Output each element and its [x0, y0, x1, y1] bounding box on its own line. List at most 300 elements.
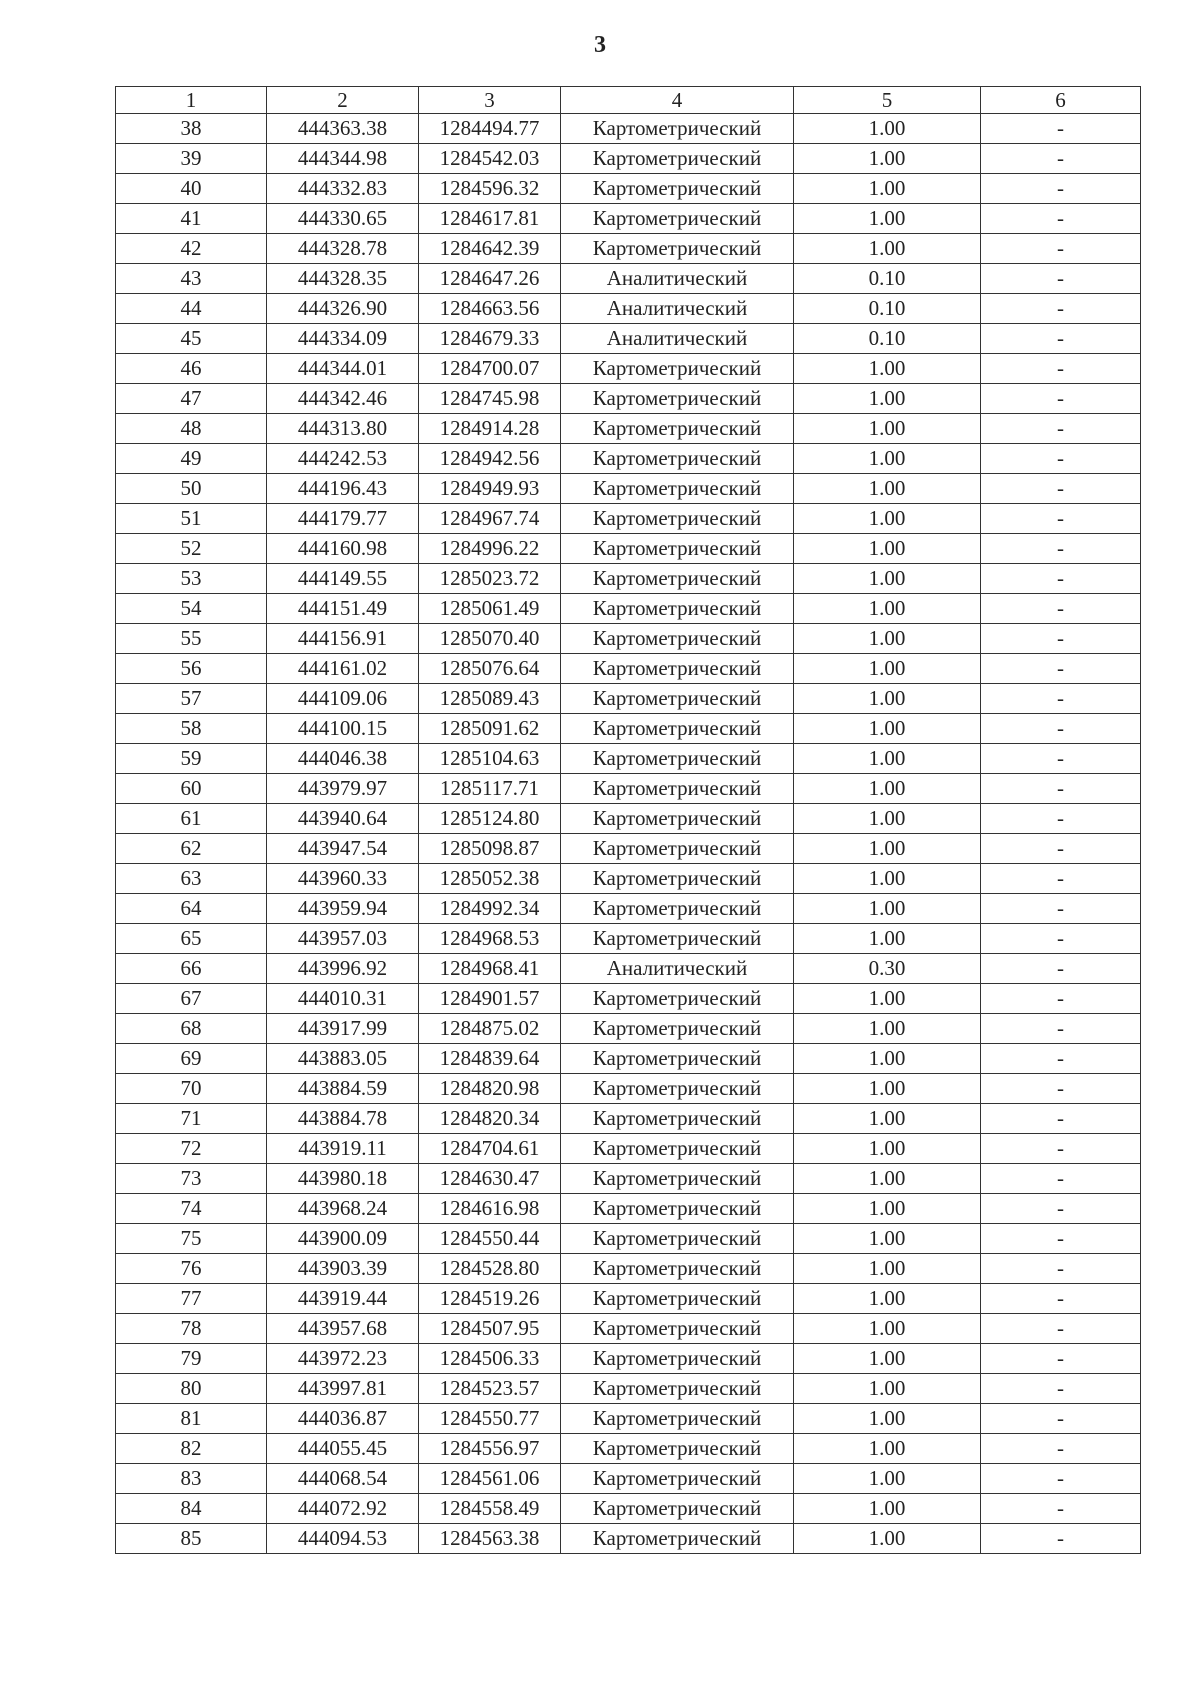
- note-cell: -: [981, 1524, 1141, 1554]
- accuracy-cell: 1.00: [794, 1404, 981, 1434]
- accuracy-cell: 1.00: [794, 444, 981, 474]
- x-coordinate-cell: 444196.43: [267, 474, 419, 504]
- note-cell: -: [981, 774, 1141, 804]
- table-row: [116, 954, 1141, 984]
- y-coordinate-cell: 1285070.40: [419, 624, 561, 654]
- point-number-cell: 40: [116, 174, 267, 204]
- y-coordinate-cell: 1285091.62: [419, 714, 561, 744]
- x-coordinate-cell: 443947.54: [267, 834, 419, 864]
- accuracy-cell: 1.00: [794, 1464, 981, 1494]
- method-cell: Картометрический: [561, 174, 794, 204]
- method-cell: Картометрический: [561, 624, 794, 654]
- point-number-cell: 39: [116, 144, 267, 174]
- method-cell: Картометрический: [561, 1014, 794, 1044]
- x-coordinate-cell: 444342.46: [267, 384, 419, 414]
- accuracy-cell: 1.00: [794, 1524, 981, 1554]
- note-cell: -: [981, 474, 1141, 504]
- y-coordinate-cell: 1284663.56: [419, 294, 561, 324]
- page-number: 3: [594, 32, 606, 58]
- method-cell: Картометрический: [561, 744, 794, 774]
- point-number-cell: 70: [116, 1074, 267, 1104]
- y-coordinate-cell: 1284523.57: [419, 1374, 561, 1404]
- y-coordinate-cell: 1284494.77: [419, 114, 561, 144]
- x-coordinate-cell: 443959.94: [267, 894, 419, 924]
- point-number-cell: 46: [116, 354, 267, 384]
- note-cell: -: [981, 744, 1141, 774]
- x-coordinate-cell: 443883.05: [267, 1044, 419, 1074]
- x-coordinate-cell: 443957.03: [267, 924, 419, 954]
- note-cell: -: [981, 654, 1141, 684]
- point-number-cell: 50: [116, 474, 267, 504]
- table-row: [116, 804, 1141, 834]
- method-cell: Картометрический: [561, 1434, 794, 1464]
- column-header-5: 5: [794, 87, 981, 114]
- note-cell: -: [981, 414, 1141, 444]
- y-coordinate-cell: 1284616.98: [419, 1194, 561, 1224]
- note-cell: -: [981, 954, 1141, 984]
- method-cell: Аналитический: [561, 264, 794, 294]
- column-header-1: 1: [116, 87, 267, 114]
- accuracy-cell: 1.00: [794, 534, 981, 564]
- note-cell: -: [981, 894, 1141, 924]
- point-number-cell: 57: [116, 684, 267, 714]
- method-cell: Картометрический: [561, 1374, 794, 1404]
- method-cell: Картометрический: [561, 684, 794, 714]
- point-number-cell: 48: [116, 414, 267, 444]
- point-number-cell: 54: [116, 594, 267, 624]
- point-number-cell: 51: [116, 504, 267, 534]
- accuracy-cell: 1.00: [794, 1224, 981, 1254]
- method-cell: Картометрический: [561, 834, 794, 864]
- point-number-cell: 52: [116, 534, 267, 564]
- x-coordinate-cell: 443997.81: [267, 1374, 419, 1404]
- table-row: [116, 1494, 1141, 1524]
- method-cell: Картометрический: [561, 1194, 794, 1224]
- point-number-cell: 63: [116, 864, 267, 894]
- x-coordinate-cell: 444242.53: [267, 444, 419, 474]
- accuracy-cell: 0.10: [794, 294, 981, 324]
- note-cell: -: [981, 264, 1141, 294]
- note-cell: -: [981, 384, 1141, 414]
- point-number-cell: 49: [116, 444, 267, 474]
- note-cell: -: [981, 144, 1141, 174]
- accuracy-cell: 1.00: [794, 114, 981, 144]
- table-row: [116, 1374, 1141, 1404]
- x-coordinate-cell: 444149.55: [267, 564, 419, 594]
- note-cell: -: [981, 1134, 1141, 1164]
- accuracy-cell: 1.00: [794, 414, 981, 444]
- point-number-cell: 69: [116, 1044, 267, 1074]
- column-header-6: 6: [981, 87, 1141, 114]
- table-row: [116, 1404, 1141, 1434]
- column-header-4: 4: [561, 87, 794, 114]
- x-coordinate-cell: 444179.77: [267, 504, 419, 534]
- y-coordinate-cell: 1284617.81: [419, 204, 561, 234]
- y-coordinate-cell: 1284820.34: [419, 1104, 561, 1134]
- note-cell: -: [981, 864, 1141, 894]
- table-header-row: [116, 87, 1141, 114]
- table-row: [116, 1314, 1141, 1344]
- accuracy-cell: 1.00: [794, 234, 981, 264]
- accuracy-cell: 1.00: [794, 1374, 981, 1404]
- note-cell: -: [981, 834, 1141, 864]
- accuracy-cell: 1.00: [794, 924, 981, 954]
- point-number-cell: 65: [116, 924, 267, 954]
- table-row: [116, 294, 1141, 324]
- y-coordinate-cell: 1284968.53: [419, 924, 561, 954]
- x-coordinate-cell: 443903.39: [267, 1254, 419, 1284]
- note-cell: -: [981, 1254, 1141, 1284]
- x-coordinate-cell: 444344.01: [267, 354, 419, 384]
- note-cell: -: [981, 1404, 1141, 1434]
- accuracy-cell: 1.00: [794, 1164, 981, 1194]
- method-cell: Аналитический: [561, 324, 794, 354]
- table-row: [116, 534, 1141, 564]
- y-coordinate-cell: 1285104.63: [419, 744, 561, 774]
- x-coordinate-cell: 444151.49: [267, 594, 419, 624]
- table-row: [116, 474, 1141, 504]
- accuracy-cell: 1.00: [794, 1194, 981, 1224]
- accuracy-cell: 1.00: [794, 1044, 981, 1074]
- y-coordinate-cell: 1284596.32: [419, 174, 561, 204]
- method-cell: Картометрический: [561, 1314, 794, 1344]
- y-coordinate-cell: 1284519.26: [419, 1284, 561, 1314]
- note-cell: -: [981, 1104, 1141, 1134]
- note-cell: -: [981, 624, 1141, 654]
- method-cell: Картометрический: [561, 1164, 794, 1194]
- accuracy-cell: 1.00: [794, 384, 981, 414]
- note-cell: -: [981, 1014, 1141, 1044]
- method-cell: Картометрический: [561, 1524, 794, 1554]
- x-coordinate-cell: 444334.09: [267, 324, 419, 354]
- y-coordinate-cell: 1284949.93: [419, 474, 561, 504]
- point-number-cell: 80: [116, 1374, 267, 1404]
- method-cell: Картометрический: [561, 354, 794, 384]
- y-coordinate-cell: 1284914.28: [419, 414, 561, 444]
- y-coordinate-cell: 1285061.49: [419, 594, 561, 624]
- method-cell: Картометрический: [561, 474, 794, 504]
- accuracy-cell: 1.00: [794, 1014, 981, 1044]
- point-number-cell: 44: [116, 294, 267, 324]
- accuracy-cell: 1.00: [794, 744, 981, 774]
- note-cell: -: [981, 1434, 1141, 1464]
- note-cell: -: [981, 174, 1141, 204]
- method-cell: Картометрический: [561, 714, 794, 744]
- note-cell: -: [981, 1194, 1141, 1224]
- method-cell: Картометрический: [561, 1044, 794, 1074]
- method-cell: Картометрический: [561, 384, 794, 414]
- note-cell: -: [981, 204, 1141, 234]
- accuracy-cell: 1.00: [794, 804, 981, 834]
- table-row: [116, 1524, 1141, 1554]
- y-coordinate-cell: 1284558.49: [419, 1494, 561, 1524]
- table-row: [116, 1044, 1141, 1074]
- x-coordinate-cell: 443972.23: [267, 1344, 419, 1374]
- note-cell: -: [981, 1074, 1141, 1104]
- method-cell: Картометрический: [561, 444, 794, 474]
- method-cell: Картометрический: [561, 1074, 794, 1104]
- y-coordinate-cell: 1284704.61: [419, 1134, 561, 1164]
- accuracy-cell: 1.00: [794, 564, 981, 594]
- y-coordinate-cell: 1284820.98: [419, 1074, 561, 1104]
- y-coordinate-cell: 1285124.80: [419, 804, 561, 834]
- x-coordinate-cell: 444161.02: [267, 654, 419, 684]
- y-coordinate-cell: 1284550.77: [419, 1404, 561, 1434]
- method-cell: Картометрический: [561, 204, 794, 234]
- table-row: [116, 204, 1141, 234]
- accuracy-cell: 1.00: [794, 624, 981, 654]
- x-coordinate-cell: 444332.83: [267, 174, 419, 204]
- x-coordinate-cell: 444100.15: [267, 714, 419, 744]
- y-coordinate-cell: 1284507.95: [419, 1314, 561, 1344]
- table-row: [116, 324, 1141, 354]
- point-number-cell: 79: [116, 1344, 267, 1374]
- point-number-cell: 78: [116, 1314, 267, 1344]
- accuracy-cell: 1.00: [794, 1344, 981, 1374]
- note-cell: -: [981, 1464, 1141, 1494]
- table-row: [116, 1014, 1141, 1044]
- x-coordinate-cell: 443968.24: [267, 1194, 419, 1224]
- point-number-cell: 43: [116, 264, 267, 294]
- method-cell: Картометрический: [561, 1254, 794, 1284]
- method-cell: Аналитический: [561, 294, 794, 324]
- x-coordinate-cell: 443917.99: [267, 1014, 419, 1044]
- table-row: [116, 684, 1141, 714]
- note-cell: -: [981, 924, 1141, 954]
- point-number-cell: 55: [116, 624, 267, 654]
- table-row: [116, 414, 1141, 444]
- x-coordinate-cell: 444160.98: [267, 534, 419, 564]
- table-row: [116, 1164, 1141, 1194]
- y-coordinate-cell: 1284901.57: [419, 984, 561, 1014]
- table-row: [116, 1224, 1141, 1254]
- point-number-cell: 58: [116, 714, 267, 744]
- x-coordinate-cell: 444055.45: [267, 1434, 419, 1464]
- method-cell: Картометрический: [561, 534, 794, 564]
- method-cell: Картометрический: [561, 1494, 794, 1524]
- table-row: [116, 264, 1141, 294]
- y-coordinate-cell: 1285076.64: [419, 654, 561, 684]
- accuracy-cell: 1.00: [794, 834, 981, 864]
- note-cell: -: [981, 324, 1141, 354]
- x-coordinate-cell: 444344.98: [267, 144, 419, 174]
- accuracy-cell: 0.30: [794, 954, 981, 984]
- y-coordinate-cell: 1284875.02: [419, 1014, 561, 1044]
- column-header-2: 2: [267, 87, 419, 114]
- x-coordinate-cell: 443980.18: [267, 1164, 419, 1194]
- accuracy-cell: 1.00: [794, 654, 981, 684]
- x-coordinate-cell: 443996.92: [267, 954, 419, 984]
- note-cell: -: [981, 714, 1141, 744]
- note-cell: -: [981, 594, 1141, 624]
- table-row: [116, 444, 1141, 474]
- method-cell: Аналитический: [561, 954, 794, 984]
- y-coordinate-cell: 1285023.72: [419, 564, 561, 594]
- table-row: [116, 1104, 1141, 1134]
- method-cell: Картометрический: [561, 504, 794, 534]
- x-coordinate-cell: 444109.06: [267, 684, 419, 714]
- x-coordinate-cell: 444328.35: [267, 264, 419, 294]
- y-coordinate-cell: 1284745.98: [419, 384, 561, 414]
- table-row: [116, 1344, 1141, 1374]
- y-coordinate-cell: 1284563.38: [419, 1524, 561, 1554]
- table-row: [116, 744, 1141, 774]
- method-cell: Картометрический: [561, 654, 794, 684]
- accuracy-cell: 1.00: [794, 474, 981, 504]
- table-row: [116, 174, 1141, 204]
- x-coordinate-cell: 443884.78: [267, 1104, 419, 1134]
- y-coordinate-cell: 1285052.38: [419, 864, 561, 894]
- y-coordinate-cell: 1285117.71: [419, 774, 561, 804]
- point-number-cell: 85: [116, 1524, 267, 1554]
- point-number-cell: 62: [116, 834, 267, 864]
- x-coordinate-cell: 444046.38: [267, 744, 419, 774]
- point-number-cell: 47: [116, 384, 267, 414]
- accuracy-cell: 1.00: [794, 1074, 981, 1104]
- table-row: [116, 654, 1141, 684]
- table-row: [116, 1194, 1141, 1224]
- table-row: [116, 1434, 1141, 1464]
- point-number-cell: 41: [116, 204, 267, 234]
- accuracy-cell: 1.00: [794, 1314, 981, 1344]
- point-number-cell: 42: [116, 234, 267, 264]
- x-coordinate-cell: 444363.38: [267, 114, 419, 144]
- note-cell: -: [981, 114, 1141, 144]
- method-cell: Картометрический: [561, 1404, 794, 1434]
- y-coordinate-cell: 1284542.03: [419, 144, 561, 174]
- table-row: [116, 504, 1141, 534]
- method-cell: Картометрический: [561, 114, 794, 144]
- y-coordinate-cell: 1284700.07: [419, 354, 561, 384]
- table-row: [116, 114, 1141, 144]
- point-number-cell: 72: [116, 1134, 267, 1164]
- method-cell: Картометрический: [561, 564, 794, 594]
- note-cell: -: [981, 444, 1141, 474]
- table-row: [116, 834, 1141, 864]
- table-row: [116, 354, 1141, 384]
- point-number-cell: 64: [116, 894, 267, 924]
- y-coordinate-cell: 1284642.39: [419, 234, 561, 264]
- note-cell: -: [981, 294, 1141, 324]
- note-cell: -: [981, 1044, 1141, 1074]
- x-coordinate-cell: 443957.68: [267, 1314, 419, 1344]
- table-row: [116, 564, 1141, 594]
- accuracy-cell: 0.10: [794, 324, 981, 354]
- table-row: [116, 1134, 1141, 1164]
- note-cell: -: [981, 804, 1141, 834]
- method-cell: Картометрический: [561, 1344, 794, 1374]
- x-coordinate-cell: 443900.09: [267, 1224, 419, 1254]
- method-cell: Картометрический: [561, 1104, 794, 1134]
- y-coordinate-cell: 1284996.22: [419, 534, 561, 564]
- accuracy-cell: 1.00: [794, 684, 981, 714]
- method-cell: Картометрический: [561, 804, 794, 834]
- accuracy-cell: 1.00: [794, 504, 981, 534]
- note-cell: -: [981, 1314, 1141, 1344]
- point-number-cell: 76: [116, 1254, 267, 1284]
- accuracy-cell: 1.00: [794, 354, 981, 384]
- table-row: [116, 714, 1141, 744]
- note-cell: -: [981, 564, 1141, 594]
- table-row: [116, 894, 1141, 924]
- x-coordinate-cell: 444010.31: [267, 984, 419, 1014]
- point-number-cell: 75: [116, 1224, 267, 1254]
- x-coordinate-cell: 443919.44: [267, 1284, 419, 1314]
- x-coordinate-cell: 443884.59: [267, 1074, 419, 1104]
- y-coordinate-cell: 1284968.41: [419, 954, 561, 984]
- y-coordinate-cell: 1284942.56: [419, 444, 561, 474]
- table-row: [116, 924, 1141, 954]
- accuracy-cell: 1.00: [794, 1434, 981, 1464]
- x-coordinate-cell: 444156.91: [267, 624, 419, 654]
- table-row: [116, 984, 1141, 1014]
- y-coordinate-cell: 1285089.43: [419, 684, 561, 714]
- note-cell: -: [981, 1344, 1141, 1374]
- y-coordinate-cell: 1284992.34: [419, 894, 561, 924]
- accuracy-cell: 1.00: [794, 594, 981, 624]
- note-cell: -: [981, 1164, 1141, 1194]
- point-number-cell: 82: [116, 1434, 267, 1464]
- point-number-cell: 74: [116, 1194, 267, 1224]
- table-body: [116, 114, 1141, 1554]
- x-coordinate-cell: 444094.53: [267, 1524, 419, 1554]
- x-coordinate-cell: 443960.33: [267, 864, 419, 894]
- table-row: [116, 234, 1141, 264]
- x-coordinate-cell: 444330.65: [267, 204, 419, 234]
- table-row: [116, 1284, 1141, 1314]
- coordinates-table: [115, 86, 1141, 1554]
- point-number-cell: 84: [116, 1494, 267, 1524]
- x-coordinate-cell: 444072.92: [267, 1494, 419, 1524]
- accuracy-cell: 1.00: [794, 174, 981, 204]
- note-cell: -: [981, 1224, 1141, 1254]
- accuracy-cell: 1.00: [794, 1254, 981, 1284]
- y-coordinate-cell: 1284679.33: [419, 324, 561, 354]
- y-coordinate-cell: 1284528.80: [419, 1254, 561, 1284]
- y-coordinate-cell: 1284556.97: [419, 1434, 561, 1464]
- note-cell: -: [981, 354, 1141, 384]
- x-coordinate-cell: 443919.11: [267, 1134, 419, 1164]
- method-cell: Картометрический: [561, 924, 794, 954]
- method-cell: Картометрический: [561, 1224, 794, 1254]
- y-coordinate-cell: 1285098.87: [419, 834, 561, 864]
- table-row: [116, 774, 1141, 804]
- method-cell: Картометрический: [561, 984, 794, 1014]
- point-number-cell: 56: [116, 654, 267, 684]
- method-cell: Картометрический: [561, 894, 794, 924]
- method-cell: Картометрический: [561, 1464, 794, 1494]
- y-coordinate-cell: 1284839.64: [419, 1044, 561, 1074]
- accuracy-cell: 1.00: [794, 864, 981, 894]
- x-coordinate-cell: 444313.80: [267, 414, 419, 444]
- point-number-cell: 53: [116, 564, 267, 594]
- method-cell: Картометрический: [561, 234, 794, 264]
- note-cell: -: [981, 504, 1141, 534]
- y-coordinate-cell: 1284561.06: [419, 1464, 561, 1494]
- accuracy-cell: 1.00: [794, 1104, 981, 1134]
- table-row: [116, 144, 1141, 174]
- point-number-cell: 45: [116, 324, 267, 354]
- point-number-cell: 81: [116, 1404, 267, 1434]
- point-number-cell: 83: [116, 1464, 267, 1494]
- point-number-cell: 38: [116, 114, 267, 144]
- method-cell: Картометрический: [561, 144, 794, 174]
- note-cell: -: [981, 234, 1141, 264]
- method-cell: Картометрический: [561, 1134, 794, 1164]
- note-cell: -: [981, 1284, 1141, 1314]
- table-row: [116, 1254, 1141, 1284]
- note-cell: -: [981, 1374, 1141, 1404]
